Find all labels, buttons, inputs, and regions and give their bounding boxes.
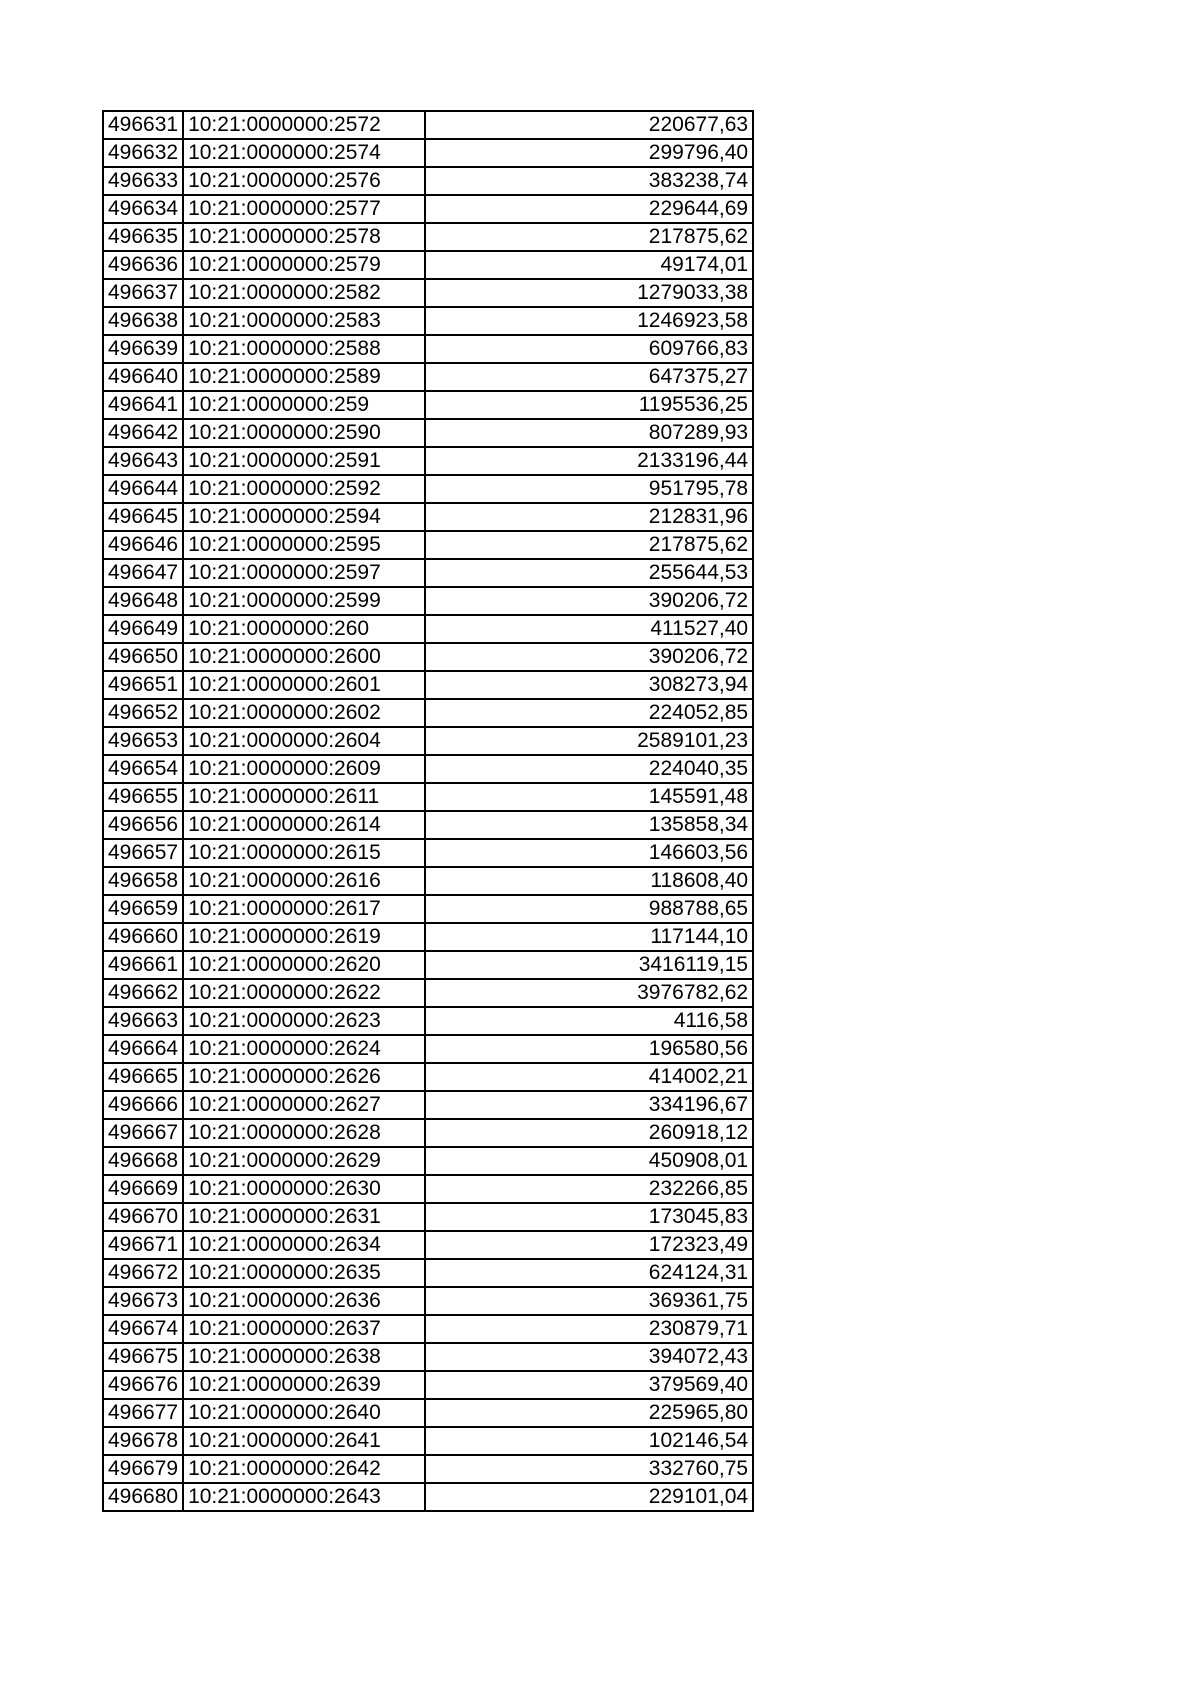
table-row (103, 559, 753, 587)
cell-amount: 212831,96 (425, 503, 753, 531)
table-row (103, 783, 753, 811)
table-row (103, 867, 753, 895)
cell-amount: 299796,40 (425, 139, 753, 167)
cell-amount: 255644,53 (425, 559, 753, 587)
table-row (103, 1147, 753, 1175)
cell-amount: 232266,85 (425, 1175, 753, 1203)
table-row (103, 1175, 753, 1203)
cell-cadastral-number: 10:21:0000000:2574 (183, 139, 425, 167)
cell-record-id: 496636 (103, 251, 183, 279)
cell-record-id: 496654 (103, 755, 183, 783)
table-row (103, 1399, 753, 1427)
cell-record-id: 496645 (103, 503, 183, 531)
cell-cadastral-number: 10:21:0000000:2627 (183, 1091, 425, 1119)
document-page (102, 110, 754, 1512)
cell-record-id: 496638 (103, 307, 183, 335)
cell-record-id: 496680 (103, 1483, 183, 1511)
cell-amount: 383238,74 (425, 167, 753, 195)
cell-record-id: 496663 (103, 1007, 183, 1035)
table-row (103, 251, 753, 279)
cell-amount: 1246923,58 (425, 307, 753, 335)
cell-record-id: 496634 (103, 195, 183, 223)
cell-amount: 229101,04 (425, 1483, 753, 1511)
cell-amount: 224052,85 (425, 699, 753, 727)
table-row (103, 1371, 753, 1399)
table-row (103, 111, 753, 139)
cell-record-id: 496658 (103, 867, 183, 895)
table-row (103, 475, 753, 503)
cell-amount: 647375,27 (425, 363, 753, 391)
cell-cadastral-number: 10:21:0000000:2631 (183, 1203, 425, 1231)
cell-cadastral-number: 10:21:0000000:2629 (183, 1147, 425, 1175)
cell-record-id: 496646 (103, 531, 183, 559)
cell-record-id: 496631 (103, 111, 183, 139)
table-row (103, 979, 753, 1007)
table-row (103, 671, 753, 699)
cell-amount: 225965,80 (425, 1399, 753, 1427)
cell-amount: 951795,78 (425, 475, 753, 503)
table-row (103, 811, 753, 839)
table-row (103, 615, 753, 643)
cell-record-id: 496678 (103, 1427, 183, 1455)
cell-cadastral-number: 10:21:0000000:2589 (183, 363, 425, 391)
cell-cadastral-number: 10:21:0000000:2616 (183, 867, 425, 895)
cell-amount: 145591,48 (425, 783, 753, 811)
cell-amount: 390206,72 (425, 643, 753, 671)
cell-record-id: 496667 (103, 1119, 183, 1147)
cell-amount: 172323,49 (425, 1231, 753, 1259)
cell-amount: 394072,43 (425, 1343, 753, 1371)
table-body (103, 111, 753, 1511)
table-row (103, 839, 753, 867)
cell-record-id: 496661 (103, 951, 183, 979)
table-row (103, 1287, 753, 1315)
cell-amount: 1195536,25 (425, 391, 753, 419)
cell-record-id: 496669 (103, 1175, 183, 1203)
table-row (103, 1007, 753, 1035)
cell-record-id: 496640 (103, 363, 183, 391)
cell-cadastral-number: 10:21:0000000:2636 (183, 1287, 425, 1315)
table-row (103, 923, 753, 951)
cell-record-id: 496632 (103, 139, 183, 167)
cell-record-id: 496676 (103, 1371, 183, 1399)
table-row (103, 1091, 753, 1119)
cell-record-id: 496666 (103, 1091, 183, 1119)
cell-cadastral-number: 10:21:0000000:2615 (183, 839, 425, 867)
cell-record-id: 496656 (103, 811, 183, 839)
cell-cadastral-number: 10:21:0000000:2604 (183, 727, 425, 755)
table-row (103, 1455, 753, 1483)
cell-cadastral-number: 10:21:0000000:2637 (183, 1315, 425, 1343)
cell-cadastral-number: 10:21:0000000:2617 (183, 895, 425, 923)
cell-record-id: 496644 (103, 475, 183, 503)
cell-cadastral-number: 10:21:0000000:2609 (183, 755, 425, 783)
data-table (102, 110, 754, 1512)
cell-amount: 369361,75 (425, 1287, 753, 1315)
table-row (103, 587, 753, 615)
cell-record-id: 496633 (103, 167, 183, 195)
cell-record-id: 496668 (103, 1147, 183, 1175)
cell-cadastral-number: 10:21:0000000:2628 (183, 1119, 425, 1147)
cell-amount: 807289,93 (425, 419, 753, 447)
cell-cadastral-number: 10:21:0000000:2630 (183, 1175, 425, 1203)
cell-record-id: 496647 (103, 559, 183, 587)
cell-record-id: 496657 (103, 839, 183, 867)
cell-amount: 4116,58 (425, 1007, 753, 1035)
cell-record-id: 496671 (103, 1231, 183, 1259)
cell-record-id: 496635 (103, 223, 183, 251)
cell-amount: 609766,83 (425, 335, 753, 363)
cell-cadastral-number: 10:21:0000000:2638 (183, 1343, 425, 1371)
cell-cadastral-number: 10:21:0000000:2595 (183, 531, 425, 559)
cell-amount: 49174,01 (425, 251, 753, 279)
cell-cadastral-number: 10:21:0000000:2635 (183, 1259, 425, 1287)
cell-amount: 2589101,23 (425, 727, 753, 755)
cell-amount: 118608,40 (425, 867, 753, 895)
table-row (103, 699, 753, 727)
cell-record-id: 496652 (103, 699, 183, 727)
cell-amount: 146603,56 (425, 839, 753, 867)
table-row (103, 643, 753, 671)
cell-record-id: 496641 (103, 391, 183, 419)
cell-cadastral-number: 10:21:0000000:2592 (183, 475, 425, 503)
cell-amount: 308273,94 (425, 671, 753, 699)
cell-cadastral-number: 10:21:0000000:260 (183, 615, 425, 643)
cell-cadastral-number: 10:21:0000000:2620 (183, 951, 425, 979)
cell-amount: 2133196,44 (425, 447, 753, 475)
cell-cadastral-number: 10:21:0000000:2619 (183, 923, 425, 951)
cell-amount: 220677,63 (425, 111, 753, 139)
cell-cadastral-number: 10:21:0000000:2643 (183, 1483, 425, 1511)
cell-amount: 117144,10 (425, 923, 753, 951)
cell-amount: 229644,69 (425, 195, 753, 223)
cell-record-id: 496642 (103, 419, 183, 447)
cell-record-id: 496670 (103, 1203, 183, 1231)
cell-record-id: 496639 (103, 335, 183, 363)
cell-amount: 135858,34 (425, 811, 753, 839)
cell-amount: 334196,67 (425, 1091, 753, 1119)
table-row (103, 895, 753, 923)
cell-record-id: 496653 (103, 727, 183, 755)
cell-amount: 450908,01 (425, 1147, 753, 1175)
cell-record-id: 496659 (103, 895, 183, 923)
table-row (103, 531, 753, 559)
cell-record-id: 496664 (103, 1035, 183, 1063)
cell-cadastral-number: 10:21:0000000:2588 (183, 335, 425, 363)
cell-cadastral-number: 10:21:0000000:2576 (183, 167, 425, 195)
cell-amount: 217875,62 (425, 223, 753, 251)
cell-cadastral-number: 10:21:0000000:2642 (183, 1455, 425, 1483)
table-row (103, 335, 753, 363)
table-row (103, 1483, 753, 1511)
table-row (103, 195, 753, 223)
cell-cadastral-number: 10:21:0000000:2624 (183, 1035, 425, 1063)
cell-cadastral-number: 10:21:0000000:2578 (183, 223, 425, 251)
cell-amount: 3416119,15 (425, 951, 753, 979)
cell-record-id: 496677 (103, 1399, 183, 1427)
cell-cadastral-number: 10:21:0000000:2583 (183, 307, 425, 335)
table-row (103, 951, 753, 979)
cell-cadastral-number: 10:21:0000000:2591 (183, 447, 425, 475)
table-row (103, 223, 753, 251)
cell-cadastral-number: 10:21:0000000:2582 (183, 279, 425, 307)
cell-amount: 3976782,62 (425, 979, 753, 1007)
table-row (103, 307, 753, 335)
table-row (103, 419, 753, 447)
cell-record-id: 496649 (103, 615, 183, 643)
cell-amount: 230879,71 (425, 1315, 753, 1343)
cell-record-id: 496660 (103, 923, 183, 951)
cell-record-id: 496651 (103, 671, 183, 699)
cell-cadastral-number: 10:21:0000000:2640 (183, 1399, 425, 1427)
cell-record-id: 496650 (103, 643, 183, 671)
cell-cadastral-number: 10:21:0000000:2626 (183, 1063, 425, 1091)
cell-amount: 224040,35 (425, 755, 753, 783)
cell-record-id: 496665 (103, 1063, 183, 1091)
table-row (103, 1259, 753, 1287)
cell-cadastral-number: 10:21:0000000:2623 (183, 1007, 425, 1035)
cell-record-id: 496648 (103, 587, 183, 615)
table-row (103, 1343, 753, 1371)
table-row (103, 755, 753, 783)
table-row (103, 1427, 753, 1455)
cell-cadastral-number: 10:21:0000000:2634 (183, 1231, 425, 1259)
table-row (103, 391, 753, 419)
cell-cadastral-number: 10:21:0000000:2594 (183, 503, 425, 531)
cell-amount: 624124,31 (425, 1259, 753, 1287)
cell-amount: 390206,72 (425, 587, 753, 615)
cell-amount: 988788,65 (425, 895, 753, 923)
cell-cadastral-number: 10:21:0000000:2611 (183, 783, 425, 811)
cell-amount: 173045,83 (425, 1203, 753, 1231)
cell-record-id: 496637 (103, 279, 183, 307)
table-row (103, 1315, 753, 1343)
table-row (103, 279, 753, 307)
table-row (103, 1063, 753, 1091)
cell-record-id: 496672 (103, 1259, 183, 1287)
cell-cadastral-number: 10:21:0000000:2572 (183, 111, 425, 139)
cell-cadastral-number: 10:21:0000000:2641 (183, 1427, 425, 1455)
cell-cadastral-number: 10:21:0000000:2590 (183, 419, 425, 447)
table-row (103, 1203, 753, 1231)
cell-amount: 102146,54 (425, 1427, 753, 1455)
cell-cadastral-number: 10:21:0000000:2639 (183, 1371, 425, 1399)
table-row (103, 503, 753, 531)
cell-record-id: 496662 (103, 979, 183, 1007)
table-row (103, 727, 753, 755)
cell-record-id: 496673 (103, 1287, 183, 1315)
cell-record-id: 496675 (103, 1343, 183, 1371)
cell-amount: 196580,56 (425, 1035, 753, 1063)
cell-record-id: 496679 (103, 1455, 183, 1483)
cell-amount: 414002,21 (425, 1063, 753, 1091)
cell-cadastral-number: 10:21:0000000:2601 (183, 671, 425, 699)
cell-cadastral-number: 10:21:0000000:2600 (183, 643, 425, 671)
cell-amount: 379569,40 (425, 1371, 753, 1399)
table-row (103, 139, 753, 167)
cell-cadastral-number: 10:21:0000000:2602 (183, 699, 425, 727)
cell-cadastral-number: 10:21:0000000:2622 (183, 979, 425, 1007)
table-row (103, 1035, 753, 1063)
cell-amount: 1279033,38 (425, 279, 753, 307)
cell-cadastral-number: 10:21:0000000:2577 (183, 195, 425, 223)
cell-cadastral-number: 10:21:0000000:259 (183, 391, 425, 419)
cell-record-id: 496643 (103, 447, 183, 475)
table-row (103, 447, 753, 475)
table-row (103, 1231, 753, 1259)
cell-cadastral-number: 10:21:0000000:2599 (183, 587, 425, 615)
cell-record-id: 496674 (103, 1315, 183, 1343)
cell-amount: 260918,12 (425, 1119, 753, 1147)
cell-cadastral-number: 10:21:0000000:2579 (183, 251, 425, 279)
table-row (103, 167, 753, 195)
table-row (103, 363, 753, 391)
cell-cadastral-number: 10:21:0000000:2614 (183, 811, 425, 839)
cell-amount: 411527,40 (425, 615, 753, 643)
table-row (103, 1119, 753, 1147)
cell-record-id: 496655 (103, 783, 183, 811)
cell-amount: 217875,62 (425, 531, 753, 559)
cell-amount: 332760,75 (425, 1455, 753, 1483)
cell-cadastral-number: 10:21:0000000:2597 (183, 559, 425, 587)
